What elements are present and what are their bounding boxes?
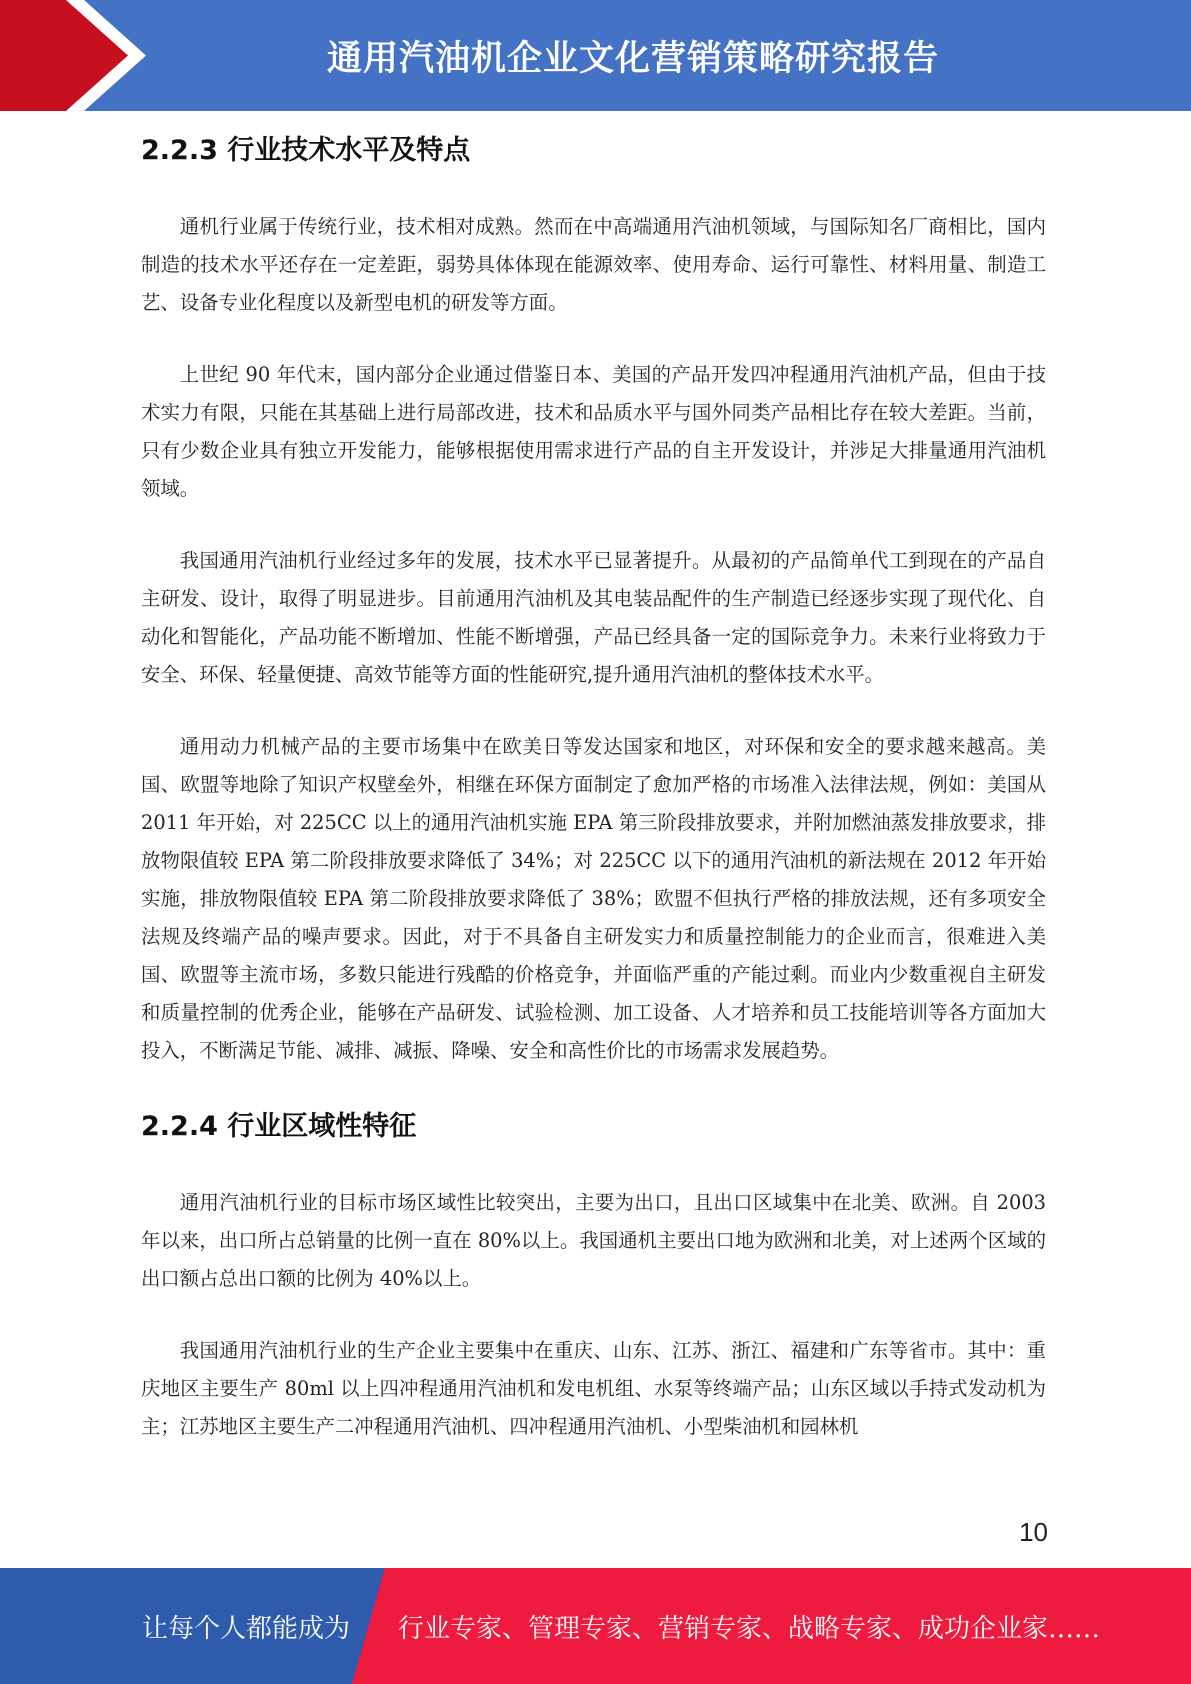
document-title: 通用汽油机企业文化营销策略研究报告 — [326, 38, 939, 79]
section-heading: 2.2.3 行业技术水平及特点 — [141, 135, 471, 166]
footer-slogan-left: 让每个人都能成为 — [142, 1613, 351, 1644]
paragraph: 我国通用汽油机行业经过多年的发展，技术水平已显著提升。从最初的产品简单代工到现在的产品自主研发、设计，取得了明显进步。目前通用汽油机及其电装品配件的生产制造已经逐步实现了现代化、自动化和智能化，产品功能不断增加、性能不断增强，产品已经具备一定的国际竞争力。未来行业将致力于安全、环保、轻量便捷、高效节能等方面的性能研究,提升通用汽油机的整体技术水平。 — [141, 549, 1046, 686]
paragraph: 通机行业属于传统行业，技术相对成熟。然而在中高端通用汽油机领域，与国际知名厂商相比，国内制造的技术水平还存在一定差距，弱势具体体现在能源效率、使用寿命、运行可靠性、材料用量、制造工艺、设备专业化程度以及新型电机的研发等方面。 — [141, 215, 1046, 314]
paragraph: 通用汽油机行业的目标市场区域性比较突出，主要为出口，且出口区域集中在北美、欧洲。自 2003 年以来，出口所占总销量的比例一直在 80%以上。我国通机主要出口地为欧洲和北美，对上述两个区域的出口额占总出口额的比例为 40%以上。 — [141, 1191, 1046, 1290]
page-content — [141, 128, 1046, 1480]
header-banner — [0, 0, 1191, 111]
header-chevron-decoration — [0, 0, 160, 111]
section-heading: 2.2.4 行业区域性特征 — [141, 1111, 417, 1142]
page-number: 10 — [1019, 1517, 1048, 1547]
paragraph: 通用动力机械产品的主要市场集中在欧美日等发达国家和地区，对环保和安全的要求越来越高。美国、欧盟等地除了知识产权壁垒外，相继在环保方面制定了愈加严格的市场准入法律法规，例如：美国从 2011 年开始，对 225CC 以上的通用汽油机实施 EPA 第三阶段排放要求，并附加燃油蒸发排放要求，排放物限值较 EPA 第二阶段排放要求降低了 34%；对 225CC 以下的通用汽油机的新法规在 2012 年开始实施，排放物限值较 EPA 第二阶段排放要求降低了 38%；欧盟不但执行严格的排放法规，还有多项安全法规及终端产品的噪声要求。因此，对于不具备自主研发实力和质量控制能力的企业而言，很难进入美国、欧盟等主流市场，多数只能进行残酷的价格竞争，并面临严重的产能过剩。而业内少数重视自主研发和质量控制的优秀企业，能够在产品研发、试验检测、加工设备、人才培养和员工技能培训等各方面加大投入，不断满足节能、减排、减振、降噪、安全和高性价比的市场需求发展趋势。 — [141, 735, 1046, 1062]
footer-slogan-right: 行业专家、管理专家、营销专家、战略专家、成功企业家…… — [398, 1613, 1101, 1644]
paragraph: 上世纪 90 年代末，国内部分企业通过借鉴日本、美国的产品开发四冲程通用汽油机产品，但由于技术实力有限，只能在其基础上进行局部改进，技术和品质水平与国外同类产品相比存在较大差距。当前，只有少数企业具有独立开发能力，能够根据使用需求进行产品的自主开发设计，并涉足大排量通用汽油机领域。 — [141, 363, 1046, 500]
paragraph: 我国通用汽油机行业的生产企业主要集中在重庆、山东、江苏、浙江、福建和广东等省市。其中：重庆地区主要生产 80ml 以上四冲程通用汽油机和发电机组、水泵等终端产品；山东区域以手持式发动机为主；江苏地区主要生产二冲程通用汽油机、四冲程通用汽油机、小型柴油机和园林机 — [141, 1339, 1046, 1438]
footer-banner — [0, 1568, 1191, 1684]
